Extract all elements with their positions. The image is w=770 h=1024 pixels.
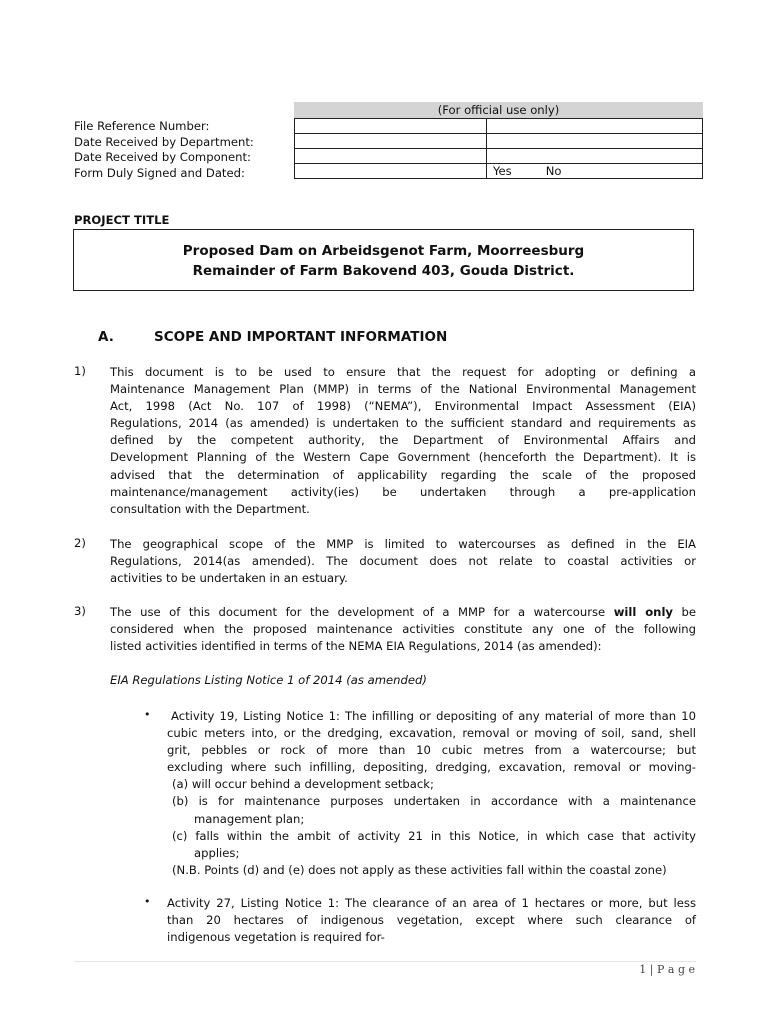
para-line: consultation with the Department. bbox=[110, 501, 310, 516]
para-line: listed activities identified in terms of the NEMA EIA Regulations, 2014 (as amended): bbox=[110, 639, 602, 654]
emphasis-text: will only bbox=[613, 605, 673, 619]
official-cell[interactable] bbox=[295, 164, 487, 179]
para-line: Regulations, 2014(as amended). The document does not relate to coastal activities or bbox=[110, 554, 696, 569]
official-labels bbox=[74, 119, 254, 181]
date-received-component-label: Date Received by Component: bbox=[74, 150, 251, 165]
official-cell[interactable] bbox=[487, 149, 703, 164]
footer-divider bbox=[74, 961, 696, 962]
project-title-line-2: Remainder of Farm Bakovend 403, Gouda District. bbox=[192, 263, 575, 279]
project-title-label: PROJECT TITLE bbox=[74, 213, 170, 227]
sub-item-b: (b) is for maintenance purposes undertaken in accordance with a maintenance bbox=[172, 794, 696, 809]
para-line: Maintenance Management Plan (MMP) in terms of the National Environmental Management bbox=[110, 382, 696, 397]
sub-item-c: (c) falls within the ambit of activity 21 in this Notice, in which case that activity bbox=[172, 828, 696, 843]
para-line: advised that the determination of applicability regarding the scale of the proposed bbox=[110, 467, 696, 482]
official-cell[interactable] bbox=[295, 119, 487, 134]
official-cell[interactable] bbox=[487, 119, 703, 134]
bullet-icon: • bbox=[144, 895, 151, 908]
sub-item-note: (N.B. Points (d) and (e) does not apply as these activities fall within the coastal zone) bbox=[172, 862, 667, 877]
para-line: Act, 1998 (Act No. 107 of 1998) (“NEMA”), Environmental Impact Assessment (EIA) bbox=[110, 399, 696, 414]
activity-27-paragraph bbox=[167, 895, 696, 946]
para-line: cubic meters into, or the dredging, excavation, removal or moving of soil, sand, shell bbox=[167, 726, 696, 741]
para-line: considered when the proposed maintenance activities constitute any one of the following bbox=[110, 622, 696, 637]
sub-item-a: (a) will occur behind a development setback; bbox=[172, 777, 434, 792]
form-signed-label: Form Duly Signed and Dated: bbox=[74, 165, 245, 180]
para-line: Development Planning of the Western Cape Government (henceforth the Department). It is bbox=[110, 450, 696, 465]
para-line: excluding where such infilling, depositing, dredging, excavation, removal or moving- bbox=[167, 760, 696, 775]
para-line: Regulations, 2014 (as amended) is undertaken to the sufficient standard and requirements as bbox=[110, 416, 696, 431]
project-title-line-1: Proposed Dam on Arbeidsgenot Farm, Moorreesburg bbox=[182, 243, 585, 259]
yes-no-cell[interactable] bbox=[487, 164, 703, 179]
para-text: The use of this document for the development of a MMP for a watercourse bbox=[110, 605, 606, 619]
sub-item-c-cont: applies; bbox=[194, 845, 240, 860]
item-number: 3) bbox=[74, 604, 86, 618]
official-use-header: (For official use only) bbox=[294, 102, 703, 118]
para-line: Activity 19, Listing Notice 1: The infilling or depositing of any material of more than 10 bbox=[171, 709, 696, 723]
item-number: 1) bbox=[74, 364, 86, 378]
listing-notice-heading: EIA Regulations Listing Notice 1 of 2014 (as amended) bbox=[110, 673, 427, 687]
no-option[interactable]: No bbox=[545, 164, 562, 178]
item-3-paragraph bbox=[110, 604, 696, 655]
sub-item-b-cont: management plan; bbox=[194, 811, 305, 826]
para-line: defined by the competent authority, the Department of Environmental Affairs and bbox=[110, 433, 696, 448]
para-line: This document is to be used to ensure that the request for adopting or defining a bbox=[110, 365, 696, 379]
official-cell[interactable] bbox=[295, 134, 487, 149]
para-line: than 20 hectares of indigenous vegetation, except where such clearance of bbox=[167, 913, 696, 928]
para-line: maintenance/management activity(ies) be undertaken through a pre-application bbox=[110, 484, 696, 499]
item-1-paragraph bbox=[110, 364, 696, 518]
project-title-box bbox=[73, 229, 694, 291]
section-letter: A. bbox=[98, 329, 114, 345]
official-use-table bbox=[294, 118, 703, 179]
official-cell[interactable] bbox=[295, 149, 487, 164]
official-cell[interactable] bbox=[487, 134, 703, 149]
section-title: SCOPE AND IMPORTANT INFORMATION bbox=[154, 329, 448, 345]
para-line: Activity 27, Listing Notice 1: The clearance of an area of 1 hectares or more, but less bbox=[167, 896, 696, 910]
page-number: 1 | P a g e bbox=[639, 963, 695, 976]
file-reference-label: File Reference Number: bbox=[74, 119, 210, 133]
yes-option[interactable]: Yes bbox=[493, 164, 512, 178]
activity-19-paragraph bbox=[167, 708, 696, 879]
para-text: be bbox=[681, 605, 697, 619]
para-line: The geographical scope of the MMP is limited to watercourses as defined in the EIA bbox=[110, 537, 696, 551]
item-number: 2) bbox=[74, 536, 86, 550]
bullet-icon: • bbox=[144, 708, 151, 721]
para-line: indigenous vegetation is required for- bbox=[167, 930, 385, 945]
section-heading bbox=[98, 329, 447, 345]
para-line: activities to be undertaken in an estuary. bbox=[110, 571, 348, 586]
item-2-paragraph bbox=[110, 536, 696, 587]
date-received-department-label: Date Received by Department: bbox=[74, 134, 254, 149]
para-line bbox=[110, 604, 696, 621]
para-line: grit, pebbles or rock of more than 10 cubic metres from a watercourse; but bbox=[167, 743, 696, 758]
